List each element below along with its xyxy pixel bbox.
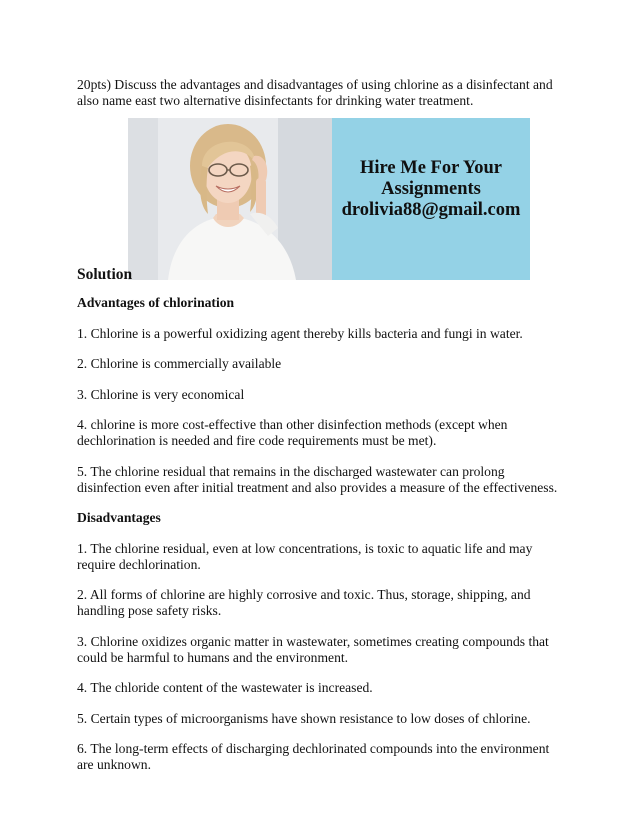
ad-line-assignments: Assignments bbox=[381, 179, 481, 199]
question-text: 20pts) Discuss the advantages and disadvantages of using chlorine as a disinfectant and also name east two alternative disinfectants for drinking water treatment. bbox=[77, 77, 553, 108]
ad-text-block bbox=[332, 158, 530, 221]
ad-text-panel bbox=[332, 118, 530, 280]
woman-photo bbox=[128, 118, 332, 280]
advantage-item: 1. Chlorine is a powerful oxidizing agent thereby kills bacteria and fungi in water. bbox=[77, 325, 523, 341]
disadvantages-title: Disadvantages bbox=[77, 510, 161, 525]
disadvantage-item: 3. Chlorine oxidizes organic matter in wastewater, sometimes creating compounds that could be harmful to humans and the environment. bbox=[77, 633, 549, 665]
disadvantage-item: 2. All forms of chlorine are highly corrosive and toxic. Thus, storage, shipping, and handling pose safety risks. bbox=[77, 587, 531, 618]
advertisement-banner bbox=[128, 118, 530, 280]
advantage-item: 4. chlorine is more cost-effective than other disinfection methods (except when dechlorination is needed and fire code requirements must be met). bbox=[77, 417, 508, 448]
ad-line-email: drolivia88@gmail.com bbox=[341, 200, 521, 220]
advantage-item: 2. Chlorine is commercially available bbox=[77, 356, 282, 371]
disadvantage-item: 1. The chlorine residual, even at low concentrations, is toxic to aquatic life and may require dechlorination. bbox=[77, 540, 533, 572]
woman-photo-illustration bbox=[128, 118, 332, 280]
solution-heading: Solution bbox=[77, 266, 133, 283]
advantages-title: Advantages of chlorination bbox=[77, 295, 235, 310]
disadvantage-item: 6. The long-term effects of discharging dechlorinated compounds into the environment are unknown. bbox=[77, 741, 550, 772]
advantage-item: 5. The chlorine residual that remains in the discharged wastewater can prolong disinfection even after initial treatment and also provides a measure of the effectiveness. bbox=[77, 463, 558, 495]
disadvantage-item: 5. Certain types of microorganisms have shown resistance to low doses of chlorine. bbox=[77, 710, 531, 726]
solution-content bbox=[77, 295, 567, 788]
ad-line-hire: Hire Me For Your bbox=[360, 158, 502, 178]
disadvantage-item: 4. The chloride content of the wastewater is increased. bbox=[77, 680, 373, 695]
advantage-item: 3. Chlorine is very economical bbox=[77, 386, 245, 402]
